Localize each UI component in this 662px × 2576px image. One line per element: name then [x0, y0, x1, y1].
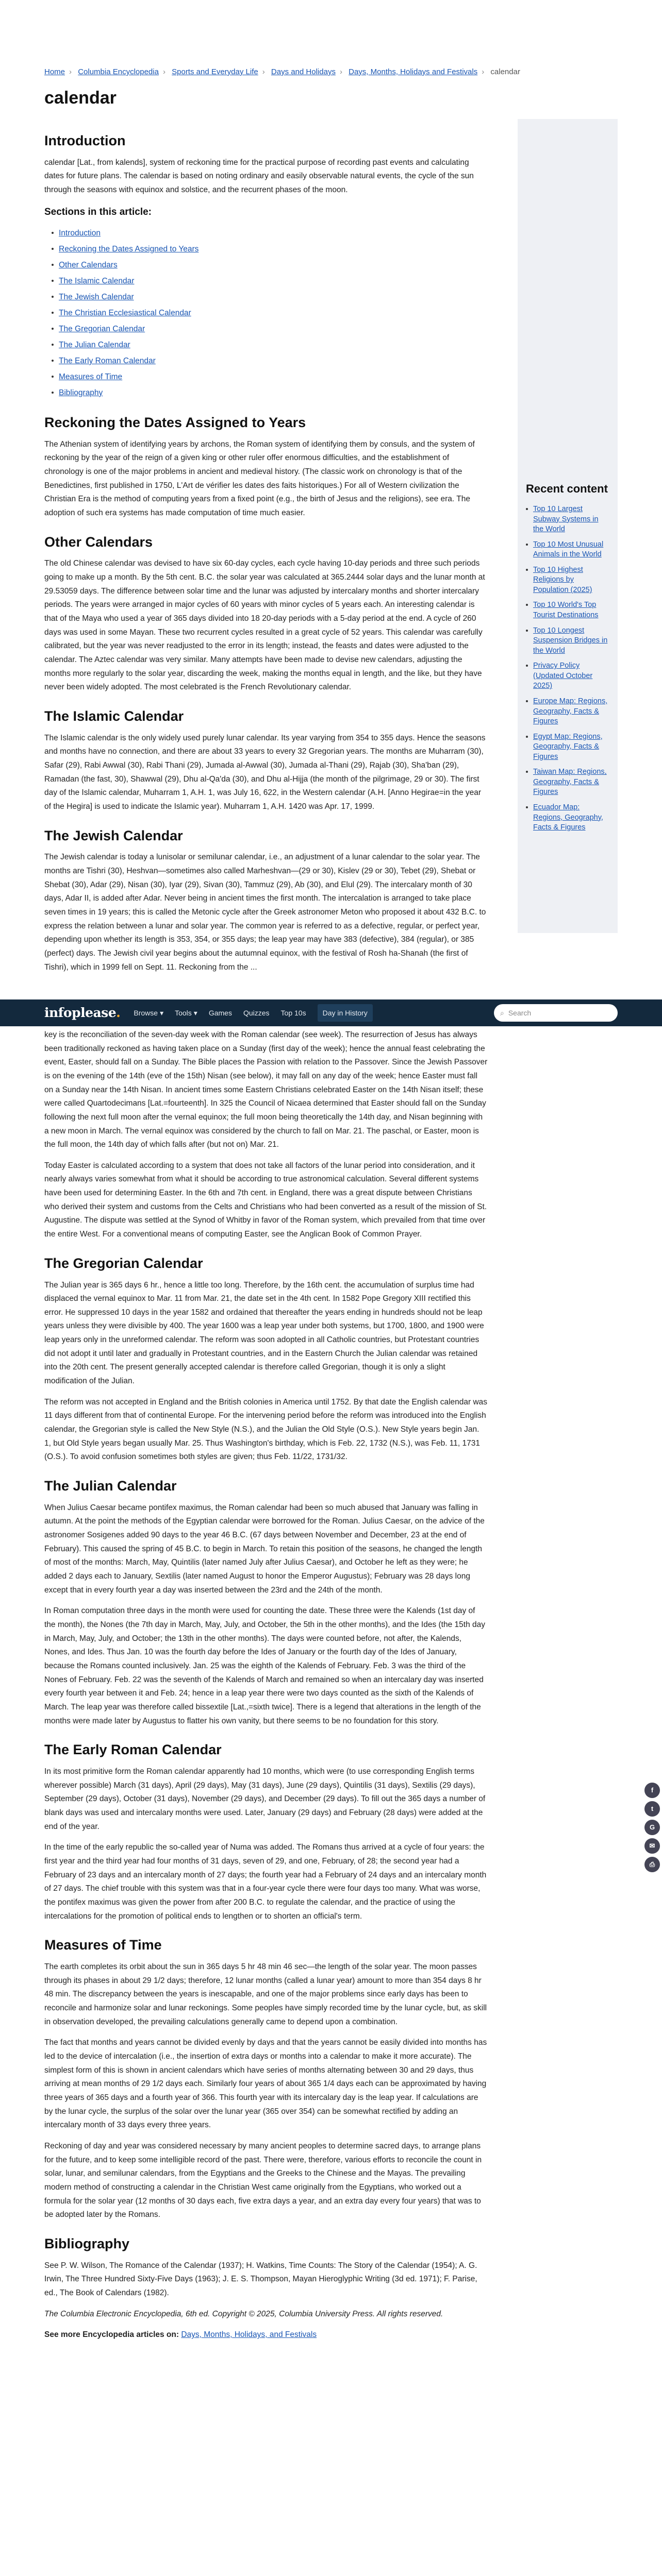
paragraph: The Islamic calendar is the only widely used purely lunar calendar. Its year varying from 354 to 355 days. Hence the seasons and months have no connection, and there are about 33 years to every 32 Gregorian years. The months are Muharram (30), Safar (29), Rabi Awwal (30), Rabi Thani (29), Jumada al-Awwal (30), Jumada al-Thani (29), Rajab (30), Sha'ban (29), Ramadan (the fast, 30), Shawwal (29), Dhu al-Qa'da (30), and Dhu al-Hijja (the month of the pilgrimage, 29 or 30). The first day of the Islamic calendar, Muharram 1, A.H. 1, was July 16, 622, in the Western calendar (A.H. [Anno Hegirae=in the year of the Hegira] is used to indicate the Islamic year). Muharram 1, A.H. 1420 was Apr. 17, 1999.: [44, 733, 486, 811]
toc-heading: Sections in this article:: [44, 206, 152, 217]
paragraph: The earth completes its orbit about the sun in 365 days 5 hr 48 min 46 sec—the length of the solar year. The moon passes through its phases in about 29 1/2 days; therefore, 12 lunar months (called a lunar year) amount to more than 354 days 8 hr 48 min. The discrepancy between the years is inescapable, and one of the major problems since early days has been to reconcile and harmonize solar and lunar reckonings. Some peoples have simply recorded time by the lunar cycle, but, as skill in observation developed, the prevailing calculations generally came to depend upon a combination.: [44, 1962, 487, 2026]
search-placeholder: Search: [508, 1008, 532, 1017]
section-heading-gregorian: The Gregorian Calendar: [44, 1255, 203, 1271]
list-item: [526, 800, 609, 836]
chevron-down-icon: ▾: [160, 1008, 164, 1017]
recent-link[interactable]: Top 10 Highest Religions by Population (2025): [533, 565, 592, 594]
site-logo-text: infoplease: [44, 1005, 117, 1020]
section-heading-roman: The Early Roman Calendar: [44, 1742, 222, 1758]
list-item: [526, 658, 609, 694]
section-heading-other: Other Calendars: [44, 534, 153, 550]
toc-item: [52, 257, 488, 273]
breadcrumb-festivals[interactable]: Days, Months, Holidays and Festivals: [349, 67, 478, 76]
toc-list: [52, 225, 488, 401]
toc-link[interactable]: Introduction: [59, 228, 101, 238]
toc-link[interactable]: The Early Roman Calendar: [59, 356, 156, 365]
section-heading-measures: Measures of Time: [44, 1937, 162, 1953]
nav-tools-label: Tools: [175, 1008, 192, 1017]
paragraph: The reform was not accepted in England and the British colonies in America until 1752. By that date the English calendar was 11 days different from that of continental Europe. For the intervening period before the reform was introduced into the English calendar, the Gregorian style is called the New Style (N.S.), and the Julian the Old Style (O.S.). New Style years begin Jan. 1, but Old Style years began usually Mar. 25. Thus Washington's birthday, which is Feb. 22, 1732 (N.S.), was Feb. 11, 1731 (O.S.). To avoid confusion sometimes both styles are given; thus Feb. 11/22, 1731/32.: [44, 1397, 488, 1462]
recent-content-box: [518, 119, 618, 933]
paragraph: Reckoning of day and year was considered necessary by many ancient peoples to determine sacred days, to arrange plans for the future, and to keep some intelligible record of the past. There were, therefore, various efforts to reconcile the count in solar, lunar, and semilunar calendars, from the Egyptians and the Greeks to the Chinese and the Mayas. The prevailing modern method of constructing a calendar in the Christian West came originally from the Egyptians, who worked out a formula for the solar year (12 months of 30 days each, five extra days a year, and an extra day every four years) that was to be adopted later by the Romans.: [44, 2141, 482, 2219]
sidebar: [518, 119, 618, 2349]
see-more-label: See more Encyclopedia articles on:: [44, 2330, 179, 2340]
toc-link[interactable]: The Christian Ecclesiastical Calendar: [59, 308, 191, 317]
paragraph: Today Easter is calculated according to a system that does not take all factors of the lunar period into consideration, and it nearly always varies somewhat from what it should be according to true astronomical calculation. Several different systems have been used for determining Easter. In the 6th and 7th cent. in England, there was a great dispute between Christians who derived their system and customs from the Celts and Christians who had been converted as a result of the mission of St. Augustine. The dispute was settled at the Synod of Whitby in favor of the Roman system, which prevailed from that time over the entire West. For a conventional means of computing Easter, see the Anglican Book of Common Prayer.: [44, 1161, 487, 1239]
breadcrumb-home[interactable]: Home: [44, 67, 65, 76]
breadcrumb-days[interactable]: Days and Holidays: [271, 67, 336, 76]
toc-link[interactable]: The Gregorian Calendar: [59, 324, 145, 333]
recent-link[interactable]: Egypt Map: Regions, Geography, Facts & Figures: [533, 732, 603, 761]
search-input[interactable]: [494, 1004, 618, 1022]
list-item: [526, 623, 609, 659]
page-title: calendar: [44, 88, 117, 108]
paragraph: See P. W. Wilson, The Romance of the Calendar (1937); H. Watkins, Time Counts: The Story of the Calendar (1954); A. G. Irwin, The Three Hundred Sixty-Five Days (1963); J. E. S. Thompson, Mayan Hieroglyphic Writing (3d ed. 1971); F. Parise, ed., The Book of Calendars (1982).: [44, 2261, 477, 2297]
paragraph: In the time of the early republic the so-called year of Numa was added. The Romans thus arrived at a cycle of four years: the first year and the third year had four months of 31 days, seven of 29, and one, February, of 28; the second year had a February of 23 days and an intercalary month of 27 days; the fourth year had a February of 24 days and an intercalary month of 27 days. The chief trouble with this system was that in a four-year cycle there were four days too many. What was worse, the pontifex maximus was given the power from after 200 B.C. to regulate the calendar, and the practice of using the intercalations for the promotion of political ends to lengthen or to shorten an official's term.: [44, 1843, 487, 1921]
paragraph: The Julian year is 365 days 6 hr., hence a little too long. Therefore, by the 16th cent. the accumulation of surplus time had displaced the vernal equinox to Mar. 11 from Mar. 21, the date set in the 4th cent. In 1582 Pope Gregory XIII rectified this error. He suppressed 10 days in the year 1582 and ordained that thereafter the years ending in hundreds should not be leap years unless they were divisible by 400. The year 1600 was a leap year under both systems, but 1700, 1800, and 1900 were leap years only in the unreformed calendar. The reform was soon adopted in all Catholic countries, but Protestant countries did not adopt it until later and gradually in Protestant countries, and in the Eastern Church the Julian calendar was retained into the 20th cent. The present generally accepted calendar is therefore called Gregorian, though it is only a slight modification of the Julian.: [44, 1280, 484, 1386]
article: [44, 119, 488, 2349]
paragraph: The fact that months and years cannot be divided evenly by days and that the years cannot be easily divided into months has led to the device of intercalation (i.e., the insertion of extra days or months into a calendar to make it more accurate). The simplest form of this is shown in ancient calendars which have series of months alternating between 30 and 29 days, thus arriving at mean months of 29 1/2 days each. Similarly four years of about 365 1/4 days each can be approximated by having three years of 365 days and a fourth year of 366. This fourth year with its intercalary day is the leap year. If calculations are by the lunar cycle, the surplus of the solar over the lunar year (365 over 354) can be somewhat rectified by adding an intercalary month of 33 days every three years.: [44, 2038, 487, 2130]
paragraph: key is the reconciliation of the seven-day week with the Roman calendar (see week). The resurrection of Jesus has always been traditionally reckoned as having taken place on a Sunday (first day of the week); hence the annual feast celebrating the event, Easter, should fall on a Sunday. The Bible places the Passion with relation to the Passover. Since the Jewish Passover is on the evening of the 14th (eve of the 15th) Nisan (see below), it may fall on any day of the week; hence Easter must fall on a Sunday near the 14th Nisan. In ancient times some Eastern Christians celebrated Easter on the 14th Nisan itself; these were called Quartodecimans [Lat.=fourteenth]. In 325 the Council of Nicaea determined that Easter should fall on the Sunday following the next full moon after the vernal equinox; the full moon being theoretically the 14th day, and Nisan beginning with a new moon in March. The vernal equinox was considered by the church to fall on Mar. 21. The paschal, or Easter, moon is the full moon, the 14th day of which falls after (but not on) Mar. 21.: [44, 1030, 488, 1149]
nav-browse[interactable]: [134, 1007, 163, 1019]
nav-browse-label: Browse: [134, 1008, 158, 1017]
chevron-down-icon: ▾: [193, 1008, 197, 1017]
toc-item: [52, 369, 488, 385]
recent-content-list: [526, 502, 609, 836]
toc-item: [52, 273, 488, 289]
recent-content-title: Recent content: [526, 482, 608, 495]
recent-link[interactable]: Top 10 Most Unusual Animals in the World: [533, 540, 604, 559]
nav-quizzes[interactable]: Quizzes: [243, 1008, 270, 1017]
list-item: [526, 765, 609, 800]
nav-top10s[interactable]: Top 10s: [280, 1008, 306, 1017]
list-item: [526, 563, 609, 598]
toc-link[interactable]: Bibliography: [59, 388, 103, 397]
recent-link[interactable]: Top 10 Largest Subway Systems in the World: [533, 504, 599, 534]
toc-item: [52, 289, 488, 305]
recent-link[interactable]: Privacy Policy (Updated October 2025): [533, 662, 593, 690]
toc-item: [52, 241, 488, 257]
email-icon[interactable]: ✉: [644, 1838, 660, 1854]
section-heading-introduction: Introduction: [44, 132, 126, 148]
toc-item: [52, 305, 488, 321]
nav-day-in-history[interactable]: Day in History: [318, 1004, 373, 1022]
list-item: [526, 730, 609, 765]
google-icon[interactable]: G: [644, 1820, 660, 1835]
site-logo[interactable]: infoplease.: [44, 1005, 121, 1020]
paragraph: In its most primitive form the Roman calendar apparently had 10 months, which were (to use corresponding English terms wherever possible) March (31 days), April (29 days), May (31 days), June (29 days), Quintilis (31 days), Sextilis (29 days), September (29 days), October (31 days), November (29 days), and December (29 days). To fill out the 365 days a number of blank days was used and intercalary months were used. Later, January (29 days) and February (28 days) were added at the end of the year.: [44, 1767, 486, 1831]
breadcrumb-sports[interactable]: Sports and Everyday Life: [172, 67, 258, 76]
toc-item: [52, 225, 488, 241]
toc-link[interactable]: Other Calendars: [59, 260, 118, 269]
breadcrumb-current: calendar: [490, 67, 520, 76]
see-more: [44, 2328, 488, 2342]
section-heading-julian: The Julian Calendar: [44, 1478, 177, 1494]
paragraph: The Athenian system of identifying years by archons, the Roman system of identifying them by consuls, and the system of reckoning by the year of the reign of a given king or other ruler offer enormous difficulties, and the establishment of chronology is one of the major problems in ancient and medieval history. (The classic work on chronology is that of the Benedictines, first published in 1750, L'Art de vérifier les dates des faits historiques.) For all of Western civilization the Christian Era is the method of computing years from a fixed point (e.g., the birth of Jesus and the religions), see era. The adoption of such era systems has made computation of time much easier.: [44, 439, 475, 517]
recent-link[interactable]: Taiwan Map: Regions, Geography, Facts & Figures: [533, 768, 607, 796]
copyright-note: The Columbia Electronic Encyclopedia, 6th ed. Copyright © 2025, Columbia University Press. All rights reserved.: [44, 2309, 443, 2318]
toc-link[interactable]: The Jewish Calendar: [59, 292, 134, 301]
section-heading-islamic: The Islamic Calendar: [44, 708, 184, 724]
see-more-link[interactable]: Days, Months, Holidays, and Festivals: [181, 2330, 317, 2340]
facebook-icon[interactable]: f: [644, 1783, 660, 1798]
twitter-icon[interactable]: t: [644, 1801, 660, 1817]
paragraph: The old Chinese calendar was devised to have six 60-day cycles, each cycle having 10-day periods and three such periods going to make up a month. By the 5th cent. B.C. the solar year was calculated at 365.2444 solar days and the lunar month at 29.53059 days. The difference between solar time and the lunar was adjusted by intercalary months and shorter intercalary periods. The years were arranged in major cycles of 60 years with minor cycles of 5 years each. An interesting calendar is that of the Maya who used a year of 365 days divided into 18 20-day periods with a 5-day period at the end. A cycle of 260 days was used in some Mayan. These two recurrent cycles resulted in a great cycle of 52 years. This calendar was carefully calibrated, but the year was never readjusted to the error in its length; instead, the feasts and dates were adjusted to the calendar. The Aztec calendar was very similar. Many attempts have been made to devise new calendars, adjusting the months more regularly to the solar year, discarding the week, making the months equal in length, and the like, but they have never been widely adopted. The most celebrated is the French Revolutionary calendar.: [44, 559, 485, 692]
toc-link[interactable]: The Islamic Calendar: [59, 276, 135, 285]
list-item: [526, 694, 609, 730]
list-item: [526, 502, 609, 537]
paragraph: In Roman computation three days in the month were used for counting the date. These three were the Kalends (1st day of the month), the Nones (the 7th day in March, May, July, and October, the 5th in the other months), and the Ides (the 15th day in March, May, July, and October; the 13th in the other months). The days were counted before, not after, the Kalends, Nones, and Ides. Thus Jan. 10 was the fourth day before the Ides of January or the fourth day of the Ides of January, because the Romans counted inclusively. Jan. 25 was the eighth of the Kalends of February. Feb. 3 was the third of the Nones of February. Feb. 22 was the seventh of the Kalends of March and remained so when an intercalary day was inserted every fourth year between it and Feb. 24; hence in a leap year there were two days counted as the sixth of the Kalends of March. The leap year was therefore called bissextile [Lat.,=sixth twice]. There is a legend that alterations in the length of the months were made later by Augustus to flatter his own vanity, but there seems to be no foundation for this story.: [44, 1606, 485, 1725]
nav-games[interactable]: Games: [208, 1008, 232, 1017]
recent-link[interactable]: Top 10 Longest Suspension Bridges in the World: [533, 626, 608, 655]
toc-item: [52, 353, 488, 369]
breadcrumb-columbia[interactable]: Columbia Encyclopedia: [78, 67, 159, 76]
search-icon: ⌕: [500, 1008, 504, 1017]
site-header: [0, 999, 662, 1026]
print-icon[interactable]: ⎙: [644, 1857, 660, 1872]
nav-tools[interactable]: [175, 1007, 197, 1019]
recent-link[interactable]: Ecuador Map: Regions, Geography, Facts & Figures: [533, 803, 603, 832]
toc-item: [52, 385, 488, 401]
toc-link[interactable]: Measures of Time: [59, 372, 123, 381]
paragraph: When Julius Caesar became pontifex maximus, the Roman calendar had been so much abused that January was falling in autumn. At the point the methods of the Egyptian calendar were borrowed for the Roman. Julius Caesar, on the advice of the astronomer Sosigenes added 90 days to the year 46 B.C. (67 days between November and December, 23 at the end of February). This caused the spring of 45 B.C. to begin in March. To retain this position of the seasons, he changed the length of most of the months: March, May, Quintilis (later named July after Julius Caesar), and October he left as they were; he added 2 days each to January, Sextilis (later named August to honor the Emperor Augustus); February was 28 days long except that in every fourth year a day was inserted between the 23rd and the 24th of the month.: [44, 1503, 485, 1595]
recent-link[interactable]: Top 10 World's Top Tourist Destinations: [533, 601, 599, 620]
toc-link[interactable]: The Julian Calendar: [59, 340, 130, 349]
recent-link[interactable]: Europe Map: Regions, Geography, Facts & Figures: [533, 697, 608, 726]
list-item: [526, 598, 609, 623]
toc-item: [52, 321, 488, 337]
section-heading-reckoning: Reckoning the Dates Assigned to Years: [44, 414, 306, 430]
toc-item: [52, 337, 488, 353]
breadcrumb: Home › Columbia Encyclopedia › Sports and Everyday Life › Days and Holidays › Days, Months, Holidays and Festivals › calendar: [44, 67, 520, 76]
section-heading-jewish: The Jewish Calendar: [44, 827, 183, 843]
toc-link[interactable]: Reckoning the Dates Assigned to Years: [59, 244, 199, 253]
paragraph: The Jewish calendar is today a lunisolar or semilunar calendar, i.e., an adjustment of a lunar calendar to the solar year. The months are Tishri (30), Heshvan—sometimes also called Marheshvan—(29 or 30), Kislev (29 or 30), Tebet (29), Shebat or Shebat (30), Adar (29), Nisan (30), Iyar (29), Sivan (30), Tammuz (29), Ab (30), and Elul (29). The intercalary month of 30 days, Adar II, is added after Adar. Never being in ancient times the first month. The intercalation is arranged to take place seven times in 19 years; this is called the Metonic cycle after the Greek astronomer Meton who proposed it about 432 B.C. to express the relation between a lunar and solar year. The common year is referred to as a defective, regular, or perfect year, depending upon whether its length is 353, 354, or 355 days; the leap year may have 383 (defective), 384 (regular), or 385 (perfect) days. The Jewish civil year begins about the autumnal equinox, with the festival of Rosh ha-Shanah (the first of Tishri), which in 1999 fell on Sept. 11. Reckoning from the ...: [44, 853, 486, 972]
share-bar: [644, 1783, 660, 1872]
paragraph: calendar [Lat., from kalends], system of reckoning time for the practical purpose of recording past events and calculating dates for future plans. The calendar is based on noting ordinary and easily observable natural events, the cycle of the sun through the seasons with equinox and solstice, and the recurrent phases of the moon.: [44, 158, 474, 194]
list-item: [526, 537, 609, 563]
section-heading-bibliography: Bibliography: [44, 2235, 130, 2251]
